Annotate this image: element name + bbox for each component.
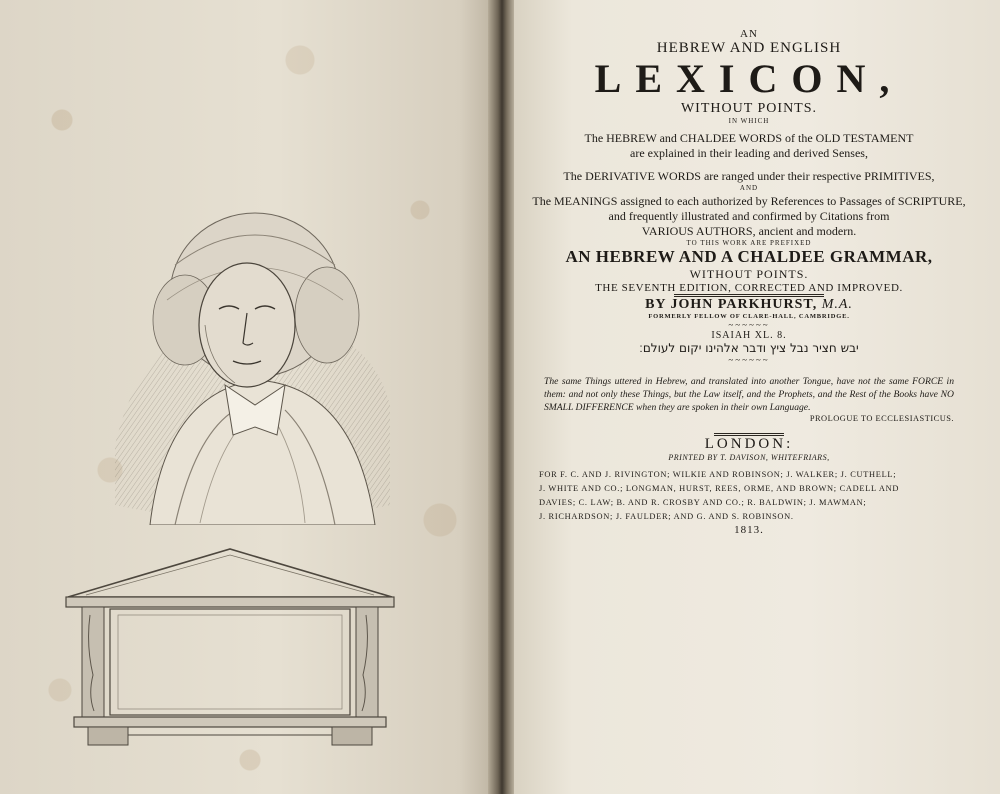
booksellers-line-4: J. RICHARDSON; J. FAULDER; AND G. AND S. ROBINSON. bbox=[539, 512, 794, 521]
title-block bbox=[514, 28, 984, 536]
title-without-points: WITHOUT POINTS. bbox=[680, 101, 818, 116]
title-hebrew-english: HEBREW AND ENGLISH bbox=[656, 40, 842, 56]
description-line-6: VARIOUS AUTHORS, ancient and modern. bbox=[641, 224, 857, 238]
author-degree: M.A. bbox=[821, 297, 853, 312]
grammar-title: AN HEBREW AND A CHALDEE GRAMMAR, bbox=[565, 247, 933, 266]
epigraph-quote: The same Things uttered in Hebrew, and translated into another Tongue, have not the same FORCE in them: and not only these Things, but the Law itself, and the Prophets, and the Rest of the Books have NO SMALL DIFFERENCE when they are spoken in their own Language. bbox=[544, 376, 954, 413]
booksellers-line-3: DAVIES; C. LAW; B. AND R. CROSBY AND CO.; R. BALDWIN; J. MAWMAN; bbox=[539, 498, 867, 507]
description-line-1: The HEBREW and CHALDEE WORDS of the OLD TESTAMENT bbox=[584, 131, 914, 145]
title-page bbox=[514, 0, 1000, 794]
description-line-5: and frequently illustrated and confirmed by Citations from bbox=[608, 209, 890, 223]
ornament-divider-2: ~~~~~~ bbox=[728, 355, 770, 365]
hebrew-verse: יבש חציר נבל ציץ ודבר אלהינו יקום לעולם׃ bbox=[639, 341, 859, 355]
memorial-tablet-engraving bbox=[60, 545, 400, 750]
book-gutter bbox=[488, 0, 516, 794]
author-line bbox=[514, 297, 984, 313]
scripture-reference: ISAIAH XL. 8. bbox=[711, 330, 787, 341]
and-label: AND bbox=[739, 184, 759, 192]
epigraph-source: PROLOGUE TO ECCLESIASTICUS. bbox=[809, 414, 954, 423]
ornament-divider: ~~~~~~ bbox=[728, 320, 770, 330]
description-line-3: The DERIVATIVE WORDS are ranged under their respective PRIMITIVES, bbox=[563, 169, 935, 183]
author-fellowship: FORMERLY FELLOW OF CLARE-HALL, CAMBRIDGE. bbox=[648, 313, 850, 320]
portrait-engraving bbox=[105, 205, 395, 525]
title-an: AN bbox=[740, 28, 758, 40]
grammar-without-points: WITHOUT POINTS. bbox=[689, 267, 809, 281]
description-line-2: are explained in their leading and derived Senses, bbox=[630, 146, 868, 160]
in-which-label: IN WHICH bbox=[728, 117, 770, 125]
title-lexicon: LEXICON, bbox=[594, 56, 904, 101]
imprint-city: LONDON: bbox=[704, 436, 794, 452]
booksellers-line-1: FOR F. C. AND J. RIVINGTON; WILKIE AND ROBINSON; J. WALKER; J. CUTHELL; bbox=[539, 470, 897, 479]
imprint-year: 1813. bbox=[734, 524, 764, 536]
booksellers-line-2: J. WHITE AND CO.; LONGMAN, HURST, REES, ORME, AND BROWN; CADELL AND bbox=[539, 484, 900, 493]
author-name: BY JOHN PARKHURST, bbox=[645, 297, 818, 312]
imprint-printer: PRINTED BY T. DAVISON, WHITEFRIARS, bbox=[668, 453, 830, 462]
imprint-booksellers bbox=[539, 468, 959, 524]
prefixed-label: TO THIS WORK ARE PREFIXED bbox=[686, 239, 812, 247]
description-line-4: The MEANINGS assigned to each authorized by References to Passages of SCRIPTURE, bbox=[532, 194, 966, 208]
edition-statement: THE SEVENTH EDITION, CORRECTED AND IMPROVED. bbox=[595, 282, 903, 294]
